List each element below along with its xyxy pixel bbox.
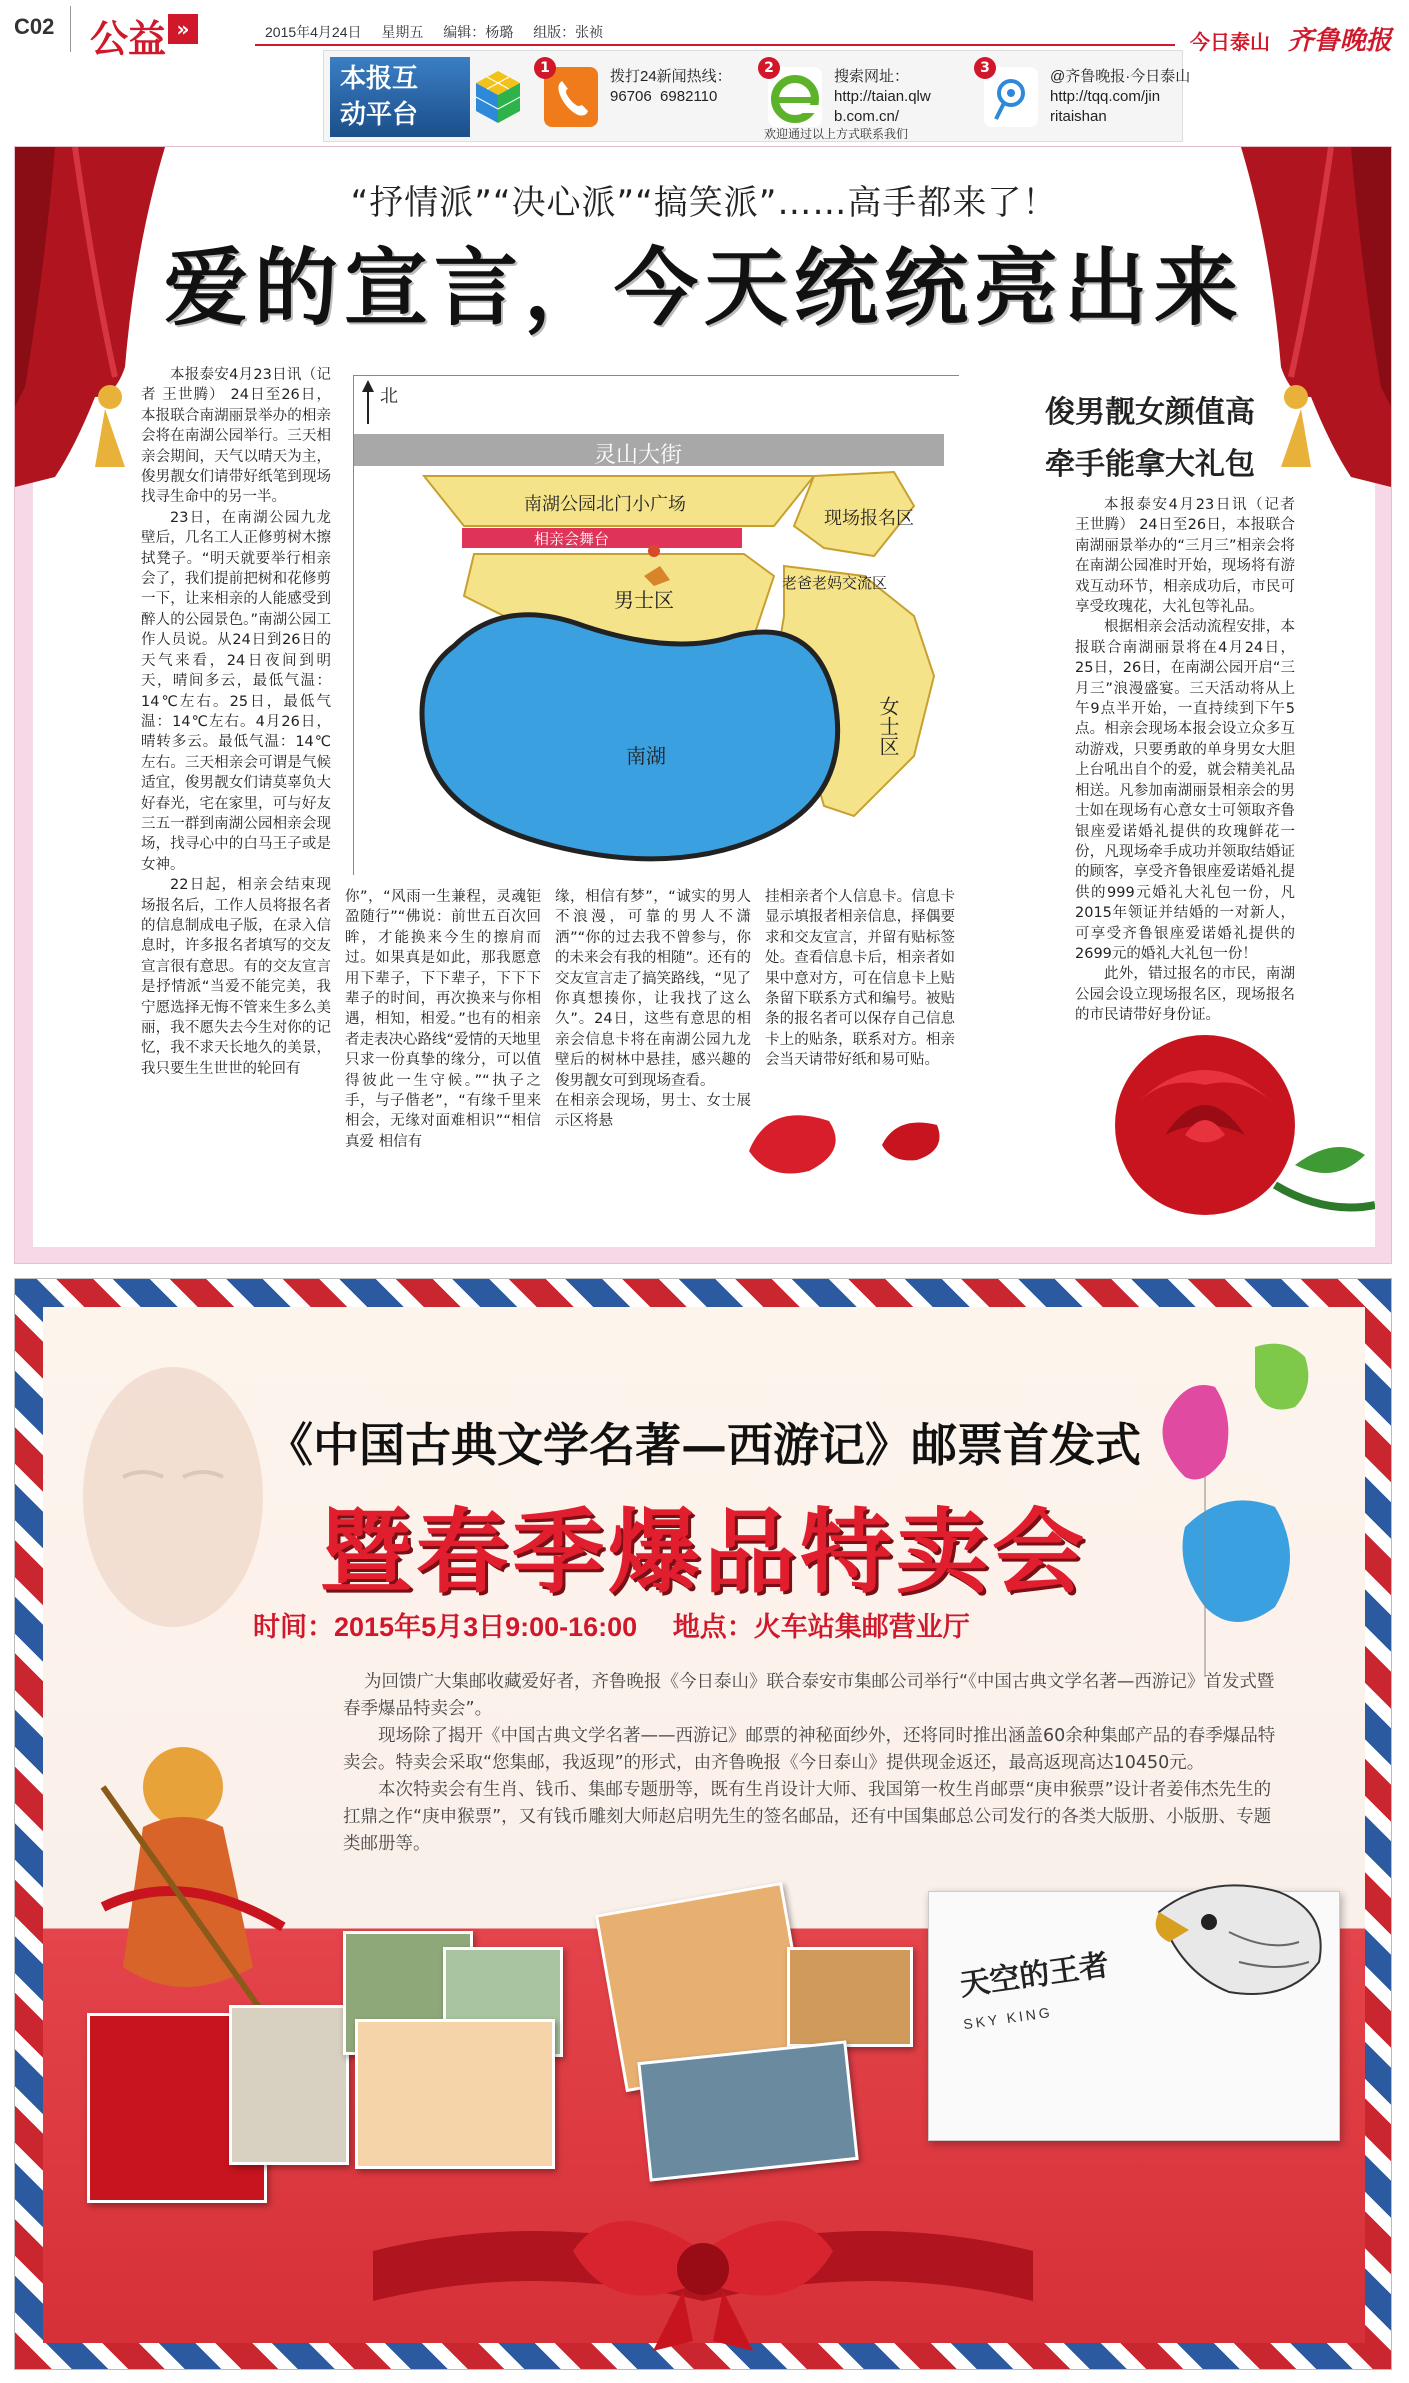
- rose-petal-decoration: [877, 1115, 947, 1165]
- interactive-platform-banner: [323, 50, 1191, 142]
- header-divider: [70, 6, 71, 52]
- ad-body: [343, 1669, 1283, 1858]
- rubiks-cube-icon: [474, 69, 522, 125]
- ad-schedule: [253, 1605, 998, 1644]
- sky-king-subtitle: SKY KING: [962, 2003, 1054, 2033]
- ad-main-title: 暨春季爆品特卖会: [319, 1499, 1088, 1606]
- website-text[interactable]: 搜索网址： http://taian.qlw b.com.cn/: [834, 68, 931, 125]
- double-chevron-icon: »: [168, 14, 198, 44]
- paragraph: 本报泰安4月23日讯（记者 王世腾） 24日至26日，本报联合南湖丽景举办的“三月三”相亲会将在南湖公园准时开始，现场将有游戏互动环节，相亲成功后，市民可享受玫瑰花，大礼包等礼品。: [1075, 497, 1295, 616]
- map-lake-label: 南湖: [626, 744, 666, 768]
- website-block: 2 搜索网址： http://taian.qlw b.com.cn/: [768, 61, 968, 133]
- brand-region: 今日泰山: [1190, 30, 1270, 54]
- sky-king-stamp-sheet: [928, 1891, 1340, 2141]
- article-column-2: 你”，“风雨一生兼程，灵魂钜盈随行”“佛说：前世五百次回眸，才能换来今生的擦肩而过。如果真是如此，那我愿意用下辈子，下下辈子，下下下辈子的时间，再次换来与你相遇，相知，相爱。”也有的相亲者走表决心路线“爱情的天地里只求一份真挚的缘分，可以值得彼此一生守候。”“执子之手，与子偕老”，“有缘千里来相会，无缘对面难相识”“相信真爱 相信有: [345, 889, 542, 1150]
- paragraph: 22日起，相亲会结束现场报名后，工作人员将报名者的信息制成电子版，在录入信息时，许多报名者填写的交友宣言很有意思。有的交友宣言是抒情派“当爱不能完美，我宁愿选择无悔不管来生多么美丽，我不愿失去今生对你的记忆，我不求天长地久的美景，我只要生生世世的轮回有: [141, 877, 331, 1077]
- map-north-label: 北: [380, 386, 398, 407]
- paragraph: 23日，在南湖公园九龙壁后，几名工人正修剪树木擦拭凳子。“明天就要举行相亲会了，我们提前把树和花修剪一下，让来相亲的人能感受到醉人的公园景色。”南湖公园工作人员说。从24日到26日的天气来看，24日夜间到明天，晴间多云，最低气温：14℃左右。25日，最低气温：14℃左右。4月26日，晴转多云。最低气温：14℃左右。三天相亲会可谓是气候适宜，俊男靓女们请莫辜负大好春光，宅在家里，可与好友三五一群到南湖公园相亲会现场，找寻心中的白马王子或是女神。: [141, 509, 331, 873]
- interactive-platform-title: 本报互 动平台: [330, 57, 470, 137]
- stamp-sale-ad-panel: [14, 1278, 1392, 2370]
- article-column-5: [1075, 495, 1295, 1024]
- layout-credit: 组版：张祯: [533, 24, 604, 40]
- article-column-3: 缘，相信有梦”，“诚实的男人不浪漫，可靠的男人不潇洒”“你的过去我不曾参与，你的未来会有我的相随”。还有的交友宣言走了搞笑路线，“见了你真想揍你，让我找了这么久”。24日，这些有意思的相亲会信息卡将在南湖公园九龙壁后的树林中悬挂，感兴趣的俊男靓女可到现场查看。 在相亲会现场，男士、女士展示区将悬: [555, 889, 752, 1130]
- masthead-brand: [1190, 20, 1392, 57]
- issue-date: 2015年4月24日: [265, 24, 362, 40]
- map-parents-label: 老爸老妈交流区: [782, 574, 888, 592]
- article-column-4: 挂相亲者个人信息卡。信息卡显示填报者相亲信息，择偶要求和交友宣言，并留有贴标签处。查看信息卡后，相亲者如果中意对方，可在信息卡上贴条留下联系方式和编号。被贴条的报名者可以保存自己信息卡上的贴条，联系对方。相亲会当天请带好纸和易可贴。: [765, 889, 955, 1069]
- article-headline: 爱的宣言，今天统统亮出来: [163, 239, 1244, 337]
- paragraph: 本报泰安4月23日讯（记者 王世腾） 24日至26日，本报联合南湖丽景举办的相亲会将在南湖公园举行。三天相亲会期间，天气以晴天为主，俊男靓女们请带好纸笔到现场找寻生命中的另一半。: [141, 367, 331, 506]
- stamp-sheet: [637, 2040, 858, 2181]
- ad-time: 时间：2015年5月3日9:00-16:00: [253, 1612, 638, 1642]
- weibo-text[interactable]: @齐鲁晚报·今日泰山 http://tqq.com/jin ritaishan: [1050, 68, 1191, 125]
- article-kicker: “抒情派”“决心派”“搞笑派”……高手都来了！: [350, 183, 1058, 223]
- stamp-sheet: [787, 1947, 913, 2047]
- header-meta: [265, 22, 619, 42]
- header-rule: [255, 44, 1175, 46]
- map-signup-label: 现场报名区: [824, 508, 914, 529]
- sky-king-title: 天空的王者: [957, 1947, 1112, 2004]
- map-street-label: 灵山大街: [594, 443, 683, 468]
- ribbon-bow-decoration: [373, 2191, 1033, 2351]
- page-number: C02: [14, 14, 55, 39]
- dating-article-panel: [14, 146, 1392, 1264]
- park-map: [353, 375, 959, 875]
- interactive-footer: 欢迎通过以上方式联系我们: [764, 127, 909, 141]
- paragraph: 根据相亲会活动流程安排，本报联合南湖丽景将在4月24日，25日，26日，在南湖公园开启“三月三”浪漫盛宴。三天活动将从上午9点半开始，一直持续到下午5点。相亲会现场本报会设立众多互动游戏，只要勇敢的单身男女大胆上台吼出自个的爱，就会精美礼品相送。凡参加南湖丽景相亲会的男士如在现场有心意女士可领取齐鲁银座爱诺婚礼提供的玫瑰鲜花一份，凡现场牵手成功并领取结婚证的顾客，享受齐鲁银座爱诺婚礼提供的999元婚礼大礼包一份，凡2015年领证并结婚的一对新人，可享受齐鲁银座爱诺婚礼提供的2699元的婚礼大礼包一份！: [1075, 619, 1295, 962]
- map-men-label: 男士区: [614, 588, 674, 612]
- rose-decoration: [1095, 1015, 1375, 1245]
- eagle-illustration: [1149, 1852, 1339, 2022]
- ad-title: 《中国古典文学名著—西游记》邮票首发式: [267, 1418, 1141, 1472]
- map-plaza-label: 南湖公园北门小广场: [524, 494, 686, 515]
- article-column-1: [141, 365, 331, 1185]
- paragraph: 本次特卖会有生肖、钱币、集邮专题册等，既有生肖设计大师、我国第一枚生肖邮票“庚申猴票”设计者姜伟杰先生的扛鼎之作“庚申猴票”，又有钱币雕刻大师赵启明先生的签名邮品，还有中国集邮总公司发行的各类大版册、小版册、专题类邮册等。: [343, 1780, 1272, 1854]
- paragraph: 此外，错过报名的市民，南湖公园会设立现场报名区，现场报名的市民请带好身份证。: [1075, 966, 1295, 1024]
- rose-petal-decoration: [739, 1101, 849, 1181]
- hotline-block: 1 拨打24新闻热线： 96706 6982110: [544, 61, 744, 133]
- stamp-folder: [355, 2019, 555, 2169]
- issue-weekday: 星期五: [381, 24, 424, 40]
- ad-content-area: [43, 1307, 1365, 2343]
- paragraph: 现场除了揭开《中国古典文学名著——西游记》邮票的神秘面纱外，还将同时推出涵盖60余种集邮产品的春季爆品特卖会。特卖会采取“您集邮，我返现”的形式，由齐鲁晚报《今日泰山》提供现金返还，最高返现高达10450元。: [343, 1726, 1276, 1773]
- editor-credit: 编辑：杨璐: [443, 24, 514, 40]
- map-women-label: 女士区: [876, 696, 900, 756]
- sub-headline: 俊男靓女颜值高 牵手能拿大礼包: [1045, 395, 1255, 482]
- brand-paper-logo: 齐鲁晚报: [1287, 26, 1392, 56]
- section-name: 公益: [90, 17, 167, 61]
- hotline-text: 拨打24新闻热线： 96706 6982110: [610, 68, 732, 105]
- ad-place: 地点：火车站集邮营业厅: [672, 1612, 970, 1642]
- map-stage-label: 相亲会舞台: [534, 530, 610, 548]
- weibo-block: 3 @齐鲁晚报·今日泰山 http://tqq.com/jin ritaishan: [984, 61, 1184, 133]
- paragraph: 为回馈广大集邮收藏爱好者，齐鲁晚报《今日泰山》联合泰安市集邮公司举行“《中国古典文学名著—西游记》首发式暨春季爆品特卖会”。: [343, 1672, 1275, 1719]
- stamp-album-inset: [229, 2005, 349, 2165]
